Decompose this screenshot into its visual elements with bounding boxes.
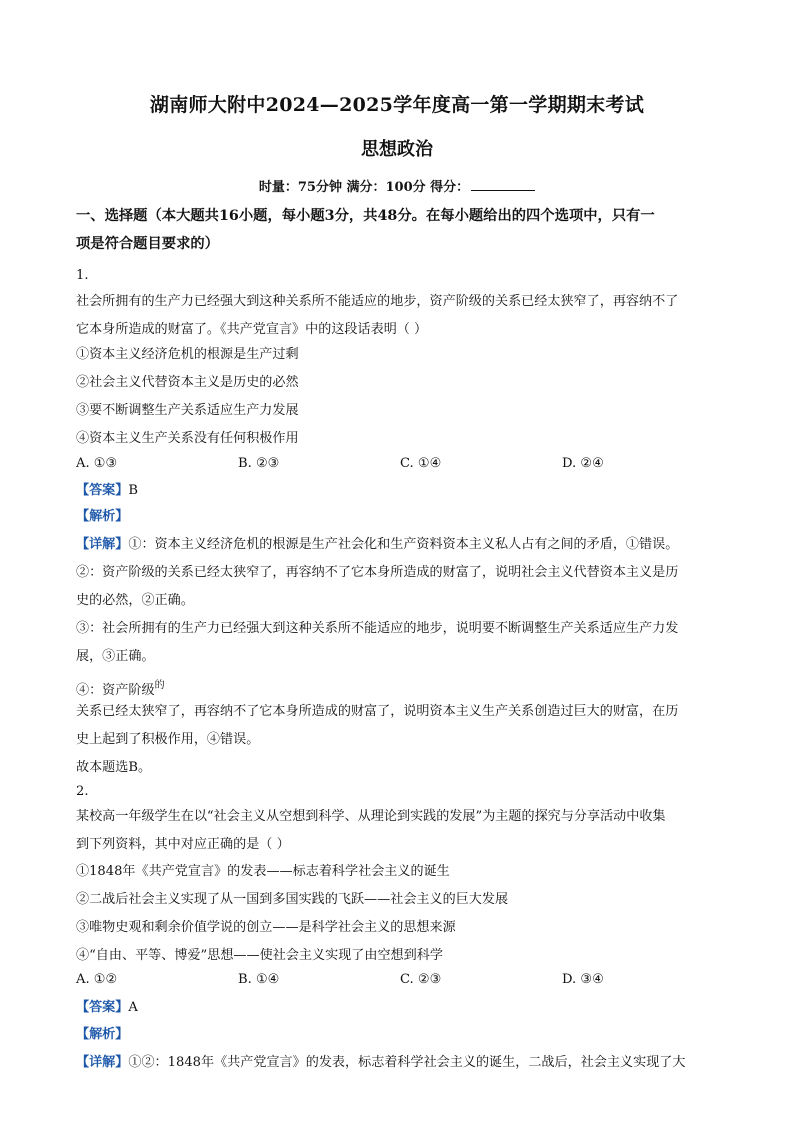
- q2-detail-tag: 【详解】: [76, 1055, 129, 1070]
- section-heading-line1: 一、选择题（本大题共16小题，每小题3分，共48分。在每小题给出的四个选项中，只有一: [76, 208, 655, 224]
- q1-detail-line7: 关系已经太狭窄了，再容纳不了它本身所造成的财富了，说明资本主义生产关系创造过巨大的财富，在历: [76, 704, 679, 719]
- section-heading: [76, 202, 726, 258]
- q1-option-a: A. ①③: [76, 456, 118, 471]
- q2-statement-3: ③唯物史观和剩余价值学说的创立——是科学社会主义的思想来源: [76, 920, 456, 935]
- q1-stem-line1: 社会所拥有的生产力已经强大到这种关系所不能适应的地步，资产阶级的关系已经太狭窄了，再容纳不了: [76, 294, 679, 309]
- q1-detail-tag: 【详解】: [76, 537, 129, 552]
- q1-detail-line2: ②：资产阶级的关系已经太狭窄了，再容纳不了它本身所造成的财富了，说明社会主义代替资本主义是历: [76, 565, 679, 580]
- q1-number: 1.: [76, 268, 89, 283]
- q1-detail-text1: ①：资本主义经济危机的根源是生产社会化和生产资料资本主义私人占有之间的矛盾，①错误。: [128, 537, 679, 552]
- q1-statement-4: ④资本主义生产关系没有任何积极作用: [76, 431, 299, 446]
- score-blank: [471, 178, 535, 191]
- q1-detail-rest: [76, 698, 728, 782]
- q1-statement-1: ①资本主义经济危机的根源是生产过剩: [76, 347, 299, 362]
- exam-meta-text: 时量：75分钟 满分：100分 得分：: [258, 180, 470, 195]
- q2-analysis-label: [76, 1021, 728, 1049]
- q1-statement-2: ②社会主义代替资本主义是历史的必然: [76, 375, 299, 390]
- q2-option-b: B. ①④: [238, 972, 280, 987]
- q1-detail: [76, 531, 728, 671]
- q1-statements: [76, 341, 728, 453]
- exam-meta: [0, 176, 794, 195]
- q1-detail-line8: 史上起到了积极作用，④错误。: [76, 732, 260, 747]
- exam-subject: 思想政治: [361, 139, 433, 160]
- q2-stem-line1: 某校高一年级学生在以“社会主义从空想到科学、从理论到实践的发展”为主题的探究与分享活动中收集: [76, 809, 666, 824]
- q1-stem: [76, 288, 728, 344]
- exam-title: 湖南师大附中2024—2025学年度高一第一学期期末考试: [149, 94, 645, 116]
- q2-stem-line2: 到下列资料，其中对应正确的是（ ）: [76, 837, 290, 852]
- q1-detail-line5: 展，③正确。: [76, 649, 155, 664]
- q2-statement-4: ④“自由、平等、博爱”思想——使社会主义实现了由空想到科学: [76, 948, 443, 963]
- q2-statement-2: ②二战后社会主义实现了从一国到多国实践的飞跃——社会主义的巨大发展: [76, 892, 509, 907]
- q1-detail-line4: ③：社会所拥有的生产力已经强大到这种关系所不能适应的地步，说明要不断调整生产关系适应生产力发: [76, 621, 679, 636]
- q2-option-c: C. ②③: [400, 972, 442, 987]
- q1-answer: [76, 477, 728, 505]
- q1-detail-text6: ④：资产阶级: [76, 683, 155, 698]
- q2-statement-1: ①1848年《共产党宣言》的发表——标志着科学社会主义的诞生: [76, 864, 450, 879]
- q1-detail-line1: [76, 531, 728, 559]
- q1-option-b: B. ②③: [238, 456, 280, 471]
- q1-option-c: C. ①④: [400, 456, 442, 471]
- q2-options: [76, 966, 728, 994]
- q2-detail-text1: ①②：1848年《共产党宣言》的发表，标志着科学社会主义的诞生，二战后，社会主义实现了大: [128, 1055, 686, 1070]
- section-heading-line2: 项是符合题目要求的）: [76, 236, 219, 252]
- q1-analysis-tag: 【解析】: [76, 509, 129, 524]
- q1-option-d: D. ②④: [562, 456, 604, 471]
- q2-option-d: D. ③④: [562, 972, 604, 987]
- q2-number: 2.: [76, 784, 89, 799]
- q2-stem: [76, 803, 728, 859]
- q1-detail-line3: 史的必然，②正确。: [76, 593, 194, 608]
- q1-statement-3: ③要不断调整生产关系适应生产力发展: [76, 403, 299, 418]
- q1-analysis-label: [76, 503, 728, 531]
- q1-options: [76, 450, 728, 478]
- q2-option-a: A. ①②: [76, 972, 118, 987]
- q1-detail-line9: 故本题选B。: [76, 760, 152, 775]
- q2-detail: [76, 1049, 728, 1077]
- q1-stem-line2: 它本身所造成的财富了。《共产党宣言》中的这段话表明（ ）: [76, 322, 428, 337]
- q2-answer: [76, 994, 728, 1022]
- q1-answer-value: B: [128, 483, 138, 498]
- q2-answer-label: 【答案】: [76, 1000, 129, 1015]
- q2-statements: [76, 858, 728, 970]
- q1-answer-label: 【答案】: [76, 483, 129, 498]
- q2-answer-value: A: [128, 1000, 138, 1015]
- q2-analysis-tag: 【解析】: [76, 1027, 129, 1042]
- q1-detail-superscript: 的: [154, 680, 165, 691]
